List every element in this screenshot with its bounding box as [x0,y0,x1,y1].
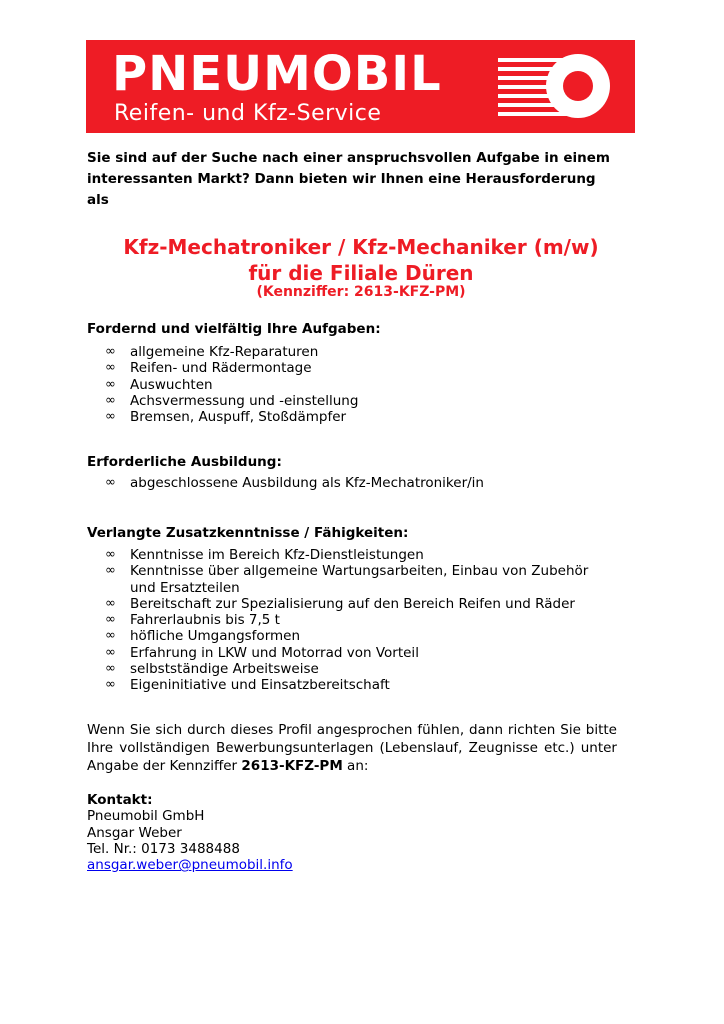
bullet-icon: ∞ [105,595,116,611]
list-item: ∞ Reifen- und Rädermontage [105,360,312,377]
list-item: ∞ Eigeninitiative und Einsatzbereitschaft [105,677,390,694]
list-item: ∞ Fahrerlaubnis bis 7,5 t [105,612,280,629]
closing-paragraph: Wenn Sie sich durch dieses Profil angesprochen fühlen, dann richten Sie bitte Ihre vollständigen Bewerbungsunterlagen (Lebenslauf, Zeugnisse etc.) unter Angabe der Kennziffer 2613-KFZ-PM an: [87,722,617,774]
tasks-list [105,344,605,425]
intro-text: Sie sind auf der Suche nach einer anspruchsvollen Aufgabe in einem interessanten Markt? Dann bieten wir Ihnen eine Herausforderung als [87,150,610,208]
bullet-icon: ∞ [105,547,116,562]
bullet-icon: ∞ [105,360,116,376]
list-item: ∞ selbstständige Arbeitsweise [105,661,319,678]
brand-tagline: Reifen- und Kfz-Service [114,101,382,126]
tire-logo-icon [498,46,628,126]
job-title [87,234,635,286]
job-reference: (Kennziffer: 2613-KFZ-PM) [256,284,466,300]
list-item: ∞ Kenntnisse im Bereich Kfz-Dienstleistungen [105,547,424,563]
education-heading: Erforderliche Ausbildung: [87,454,282,470]
brand-name: PNEUMOBIL [112,46,442,102]
contact-phone: Tel. Nr.: 0173 3488488 [87,840,240,857]
list-item: ∞ Erfahrung in LKW und Motorrad von Vorteil [105,644,419,661]
bullet-icon: ∞ [105,612,116,628]
bullet-icon: ∞ [105,392,116,408]
company-banner [86,40,635,133]
tasks-heading: Fordernd und vielfältig Ihre Aufgaben: [87,321,381,337]
bullet-icon: ∞ [105,409,116,425]
contact-block [87,792,293,873]
contact-company: Pneumobil GmbH [87,808,205,825]
skills-list [105,547,605,694]
list-item: ∞ Auswuchten [105,376,213,393]
bullet-icon: ∞ [105,661,116,677]
list-item: ∞ Achsvermessung und -einstellung [105,392,359,409]
skills-heading: Verlangte Zusatzkenntnisse / Fähigkeiten: [87,525,409,541]
bullet-icon: ∞ [105,628,116,644]
list-item: ∞ allgemeine Kfz-Reparaturen [105,344,319,360]
education-list [105,475,605,491]
list-item: ∞ höfliche Umgangsformen [105,628,301,645]
contact-heading: Kontakt: [87,792,153,808]
list-item: ∞ Bereitschaft zur Spezialisierung auf den Bereich Reifen und Räder [105,595,575,612]
bullet-icon: ∞ [105,677,116,693]
reference-code: 2613-KFZ-PM [241,758,343,774]
bullet-icon: ∞ [105,644,116,660]
job-title-line1: Kfz-Mechatroniker / Kfz-Mechaniker (m/w) [123,235,599,259]
bullet-icon: ∞ [105,563,116,579]
list-item: ∞ Kenntnisse über allgemeine Wartungsarbeiten, Einbau von Zubehör und Ersatzteilen [105,563,589,596]
bullet-icon: ∞ [105,475,116,490]
bullet-icon: ∞ [105,344,116,359]
list-item: ∞ abgeschlossene Ausbildung als Kfz-Mechatroniker/in [105,475,484,491]
contact-person: Ansgar Weber [87,824,182,841]
contact-email-link[interactable]: ansgar.weber@pneumobil.info [87,857,293,874]
bullet-icon: ∞ [105,376,116,392]
list-item: ∞ Bremsen, Auspuff, Stoßdämpfer [105,409,347,426]
job-title-line2: für die Filiale Düren [248,261,474,285]
